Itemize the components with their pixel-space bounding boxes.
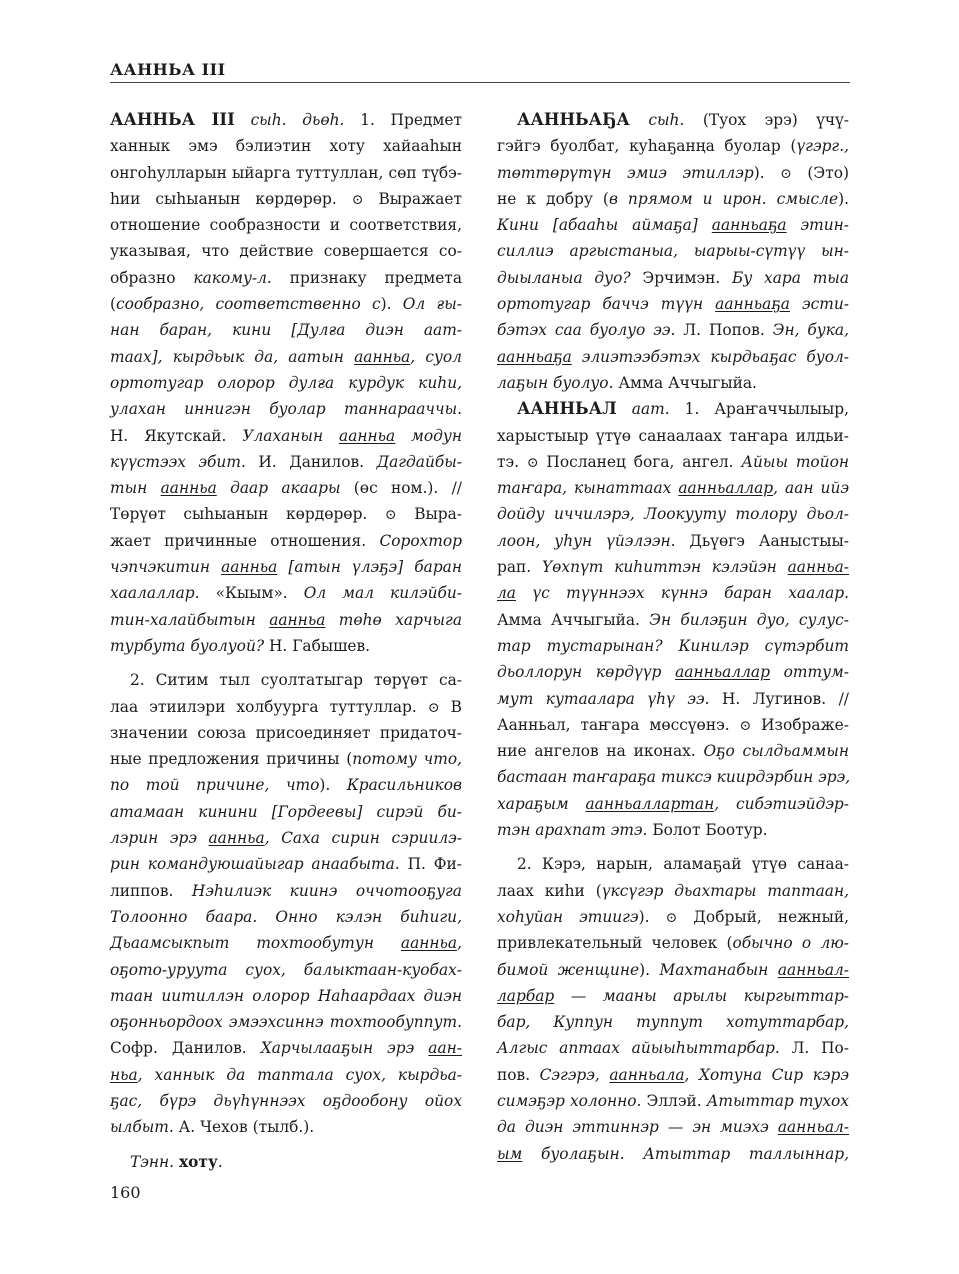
dict-line: ААННЬАҔА сыһ. (Туох эрэ) үчү- (517, 110, 849, 129)
dict-line: чэпчэкитин аанньа [атын үлэҕэ] баран (110, 558, 462, 577)
header-rule (110, 82, 850, 83)
dict-line: улахан иннигэн буолар таннарааччы. (110, 400, 462, 419)
dict-line: липпов. Нэһилиэк киинэ оччотооҕуга (110, 881, 462, 900)
dict-line: указывая, что действие совершается со- (110, 242, 462, 261)
dict-line: симэҕэр холонно. Эллэй. Атыттар тухох (497, 1091, 849, 1110)
dict-line: 2. Ситим тыл суолтатыгар төрүөт са- (130, 671, 462, 690)
dict-line: лаҕын буолуо. Амма Аччыгыйа. (497, 373, 757, 392)
dict-line: нан баран, кини [Дулға диэн аат- (110, 321, 462, 340)
dict-line: ААННЬА III сыһ. дьөһ. 1. Предмет (110, 110, 462, 129)
dict-line: силлиэ аргыстаныа, ыарыы-сүтүү ын- (497, 242, 849, 261)
sense-marker-icon: ⊙ (384, 507, 397, 524)
dict-line: бимой женщине). Махтанабын аанньал- (497, 960, 849, 979)
dict-line: ым буолаҕын. Атыттар таллыннар, (497, 1144, 849, 1163)
dict-line: Кини [абааһы аймаҕа] аанньаҕа этин- (497, 216, 849, 235)
dict-line: таан иитиллэн олорор Наһаардаах диэн (110, 986, 462, 1005)
dict-line: дойду иччилэрэ, Лоокууту толору дьол- (497, 505, 849, 524)
dict-line: аанньаҕа элиэтээбэтэх кырдьаҕас буол- (497, 347, 849, 366)
dict-line: дыыланыа дуо? Эрчимэн. Бу хара тыа (497, 268, 850, 287)
dict-line: лэрин эрэ аанньа, Саха сирин сэриилэ- (110, 829, 462, 848)
dict-line: Тэнн. хоту. (130, 1152, 223, 1171)
right-column (497, 107, 849, 1167)
page-number: 160 (110, 1183, 141, 1202)
dict-line: 2. Кэрэ, нарын, аламаҕай үтүө санаа- (517, 855, 849, 874)
dict-line: по той причине, что). Красильников (110, 776, 462, 795)
dict-line: Алгыс аптаах айыыһыттарбар. Л. По- (497, 1039, 849, 1058)
dict-line: ортотугар олорор дулға курдук киһи, (110, 373, 462, 392)
dict-line: тар тустарынан? Кинилэр сүтэрбит (497, 636, 849, 655)
dict-line: төттөрүтүн эмиэ этиллэр). ⊙ (Это) (497, 163, 849, 182)
dict-line: лаа этиилэри холбуурга туттуллар. ⊙ В (110, 697, 462, 716)
left-column (110, 107, 462, 1175)
dict-line: ортотугар баччэ түүн аанньаҕа эсти- (497, 295, 850, 314)
dict-line: не к добру (в прямом и ирон. смысле). (497, 189, 849, 208)
dict-line: күүстээх эбит. И. Данилов. Дагдайбы- (110, 452, 463, 471)
dict-line: ларбар — мааны арылы кыргыттар- (497, 986, 849, 1005)
dict-line: рап. Үөхпүт киһиттэн кэлэйэн аанньа- (497, 558, 849, 577)
dict-line: лоон, уһун үйэлээн. Дьүөгэ Ааныстыы- (497, 531, 849, 550)
dict-line: привлекательный человек (обычно о лю- (497, 934, 849, 953)
dict-line: значении союза присоединяет придаточ- (110, 723, 462, 742)
dict-line: ҕас, бүрэ дьүһүннээх оҕдообону ойох (110, 1091, 462, 1110)
running-head: ААННЬА III (110, 60, 226, 79)
dict-line: атамаан кинини [Гордеевы] сирэй би- (110, 802, 462, 821)
dict-line: Аанньал, таҥара мөссүөнэ. ⊙ Изображе- (497, 715, 849, 734)
dict-line: отношение сообразности и соответствия, (110, 216, 462, 235)
dict-line: пов. Сэгэрэ, аанньала, Хотуна Сир кэрэ (497, 1065, 849, 1084)
dict-line: бар, Куппун туппут хотуттарбар, (497, 1013, 849, 1032)
dict-line: лаах киһи (үксүгэр дьахтары таптаан, (497, 881, 849, 900)
dict-line: Амма Аччыгыйа. Эн билэҕин дуо, сулус- (497, 610, 849, 629)
dict-line: тэ. ⊙ Посланец бога, ангел. Айыы тойон (497, 452, 849, 471)
dict-line: Н. Якутскай. Улаханын аанньа модун (110, 426, 462, 445)
dict-line: тэн арахпат этэ. Болот Боотур. (497, 821, 768, 840)
dict-line: ылбыт. А. Чехов (тылб.). (110, 1118, 315, 1137)
dict-line: ААННЬАЛ аат. 1. Араҥаччылыыр, (517, 399, 849, 419)
dict-line: хоһуйан этиигэ). ⊙ Добрый, нежный, (497, 907, 850, 926)
dict-line: ньа, ханнык да таптала суох, кырдьа- (110, 1065, 462, 1084)
dict-line: ние ангелов на иконах. Оҕо сылдьаммын (497, 742, 849, 761)
dict-line: бастаан таҥараҕа тиксэ киирдэрбин эрэ, (497, 768, 851, 787)
dict-line: жает причинные отношения. Сорохтор (110, 531, 462, 550)
dict-line: оҕонньордоох эмээхсиннэ тохтообуппут. (110, 1013, 462, 1032)
dict-line: таҥара, кынаттаах аанньаллар, аан ийэ (497, 479, 849, 498)
dict-line: тин-халайбытын аанньа төһө харчыга (110, 610, 462, 629)
sense-marker-icon: ⊙ (665, 909, 678, 926)
dict-line: тын аанньа даар акаары (өс ном.). // (110, 479, 462, 498)
dict-line: харыстыыр үтүө санаалаах таҥара илдьи- (497, 426, 849, 445)
sense-marker-icon: ⊙ (351, 191, 364, 208)
sense-marker-icon: ⊙ (780, 165, 792, 182)
dict-line: (сообразно, соответственно с). Ол ғы- (110, 295, 462, 314)
dict-line: Софр. Данилов. Харчылааҕын эрэ аан- (110, 1039, 462, 1058)
dict-line: ханнык эмэ бэлиэтин хоту хайааһын (110, 137, 462, 156)
dict-line: Толоонно баара. Онно кэлэн биһиги, (110, 907, 462, 926)
dict-line: һии сыһыанын көрдөрөр. ⊙ Выражает (110, 189, 463, 208)
dict-line: таах], кырдьык да, аатын аанньа, суол (110, 347, 462, 366)
dict-line: оҕото-уруута суох, балыктаан-куобах- (110, 960, 462, 979)
dict-line: Дьаамсыкпыт тохтообутун аанньа, (110, 934, 462, 953)
dict-line: хараҕым аанньаллартан, сибэтиэйдэр- (497, 794, 849, 813)
dict-line: дьоллорун көрдүүр аанньаллар оттум- (497, 663, 849, 682)
dict-line: ные предложения причины (потому что, (110, 750, 462, 769)
dict-line: Төрүөт сыһыанын көрдөрөр. ⊙ Выра- (110, 505, 462, 524)
dict-line: хаалаллар. «Кыым». Ол мал килэйби- (110, 584, 462, 603)
dict-line: бэтэх саа буолуо ээ. Л. Попов. Эн, бука, (497, 321, 849, 340)
dict-line: ла үс түүннээх күннэ баран хаалар. (497, 584, 849, 603)
dict-line: мут кутаалара үһү ээ. Н. Лугинов. // (497, 689, 849, 708)
dict-line: образно какому-л. признаку предмета (110, 268, 462, 287)
sense-marker-icon: ⊙ (427, 699, 440, 716)
sense-marker-icon: ⊙ (739, 717, 752, 734)
dict-line: гэйгэ буолбат, куһаҕанңа буолар (үгэрг., (497, 137, 849, 156)
dict-line: онгоһулларын ыйарга туттуллан, сөп түбэ- (110, 163, 462, 182)
dict-line: турбута буолуой? Н. Габышев. (110, 636, 371, 655)
dict-line: рин командуюшайыгар анаабыта. П. Фи- (110, 855, 462, 874)
sense-marker-icon: ⊙ (526, 454, 539, 471)
dict-line: да диэн эттиннэр — эн миэхэ аанньал- (497, 1118, 849, 1137)
